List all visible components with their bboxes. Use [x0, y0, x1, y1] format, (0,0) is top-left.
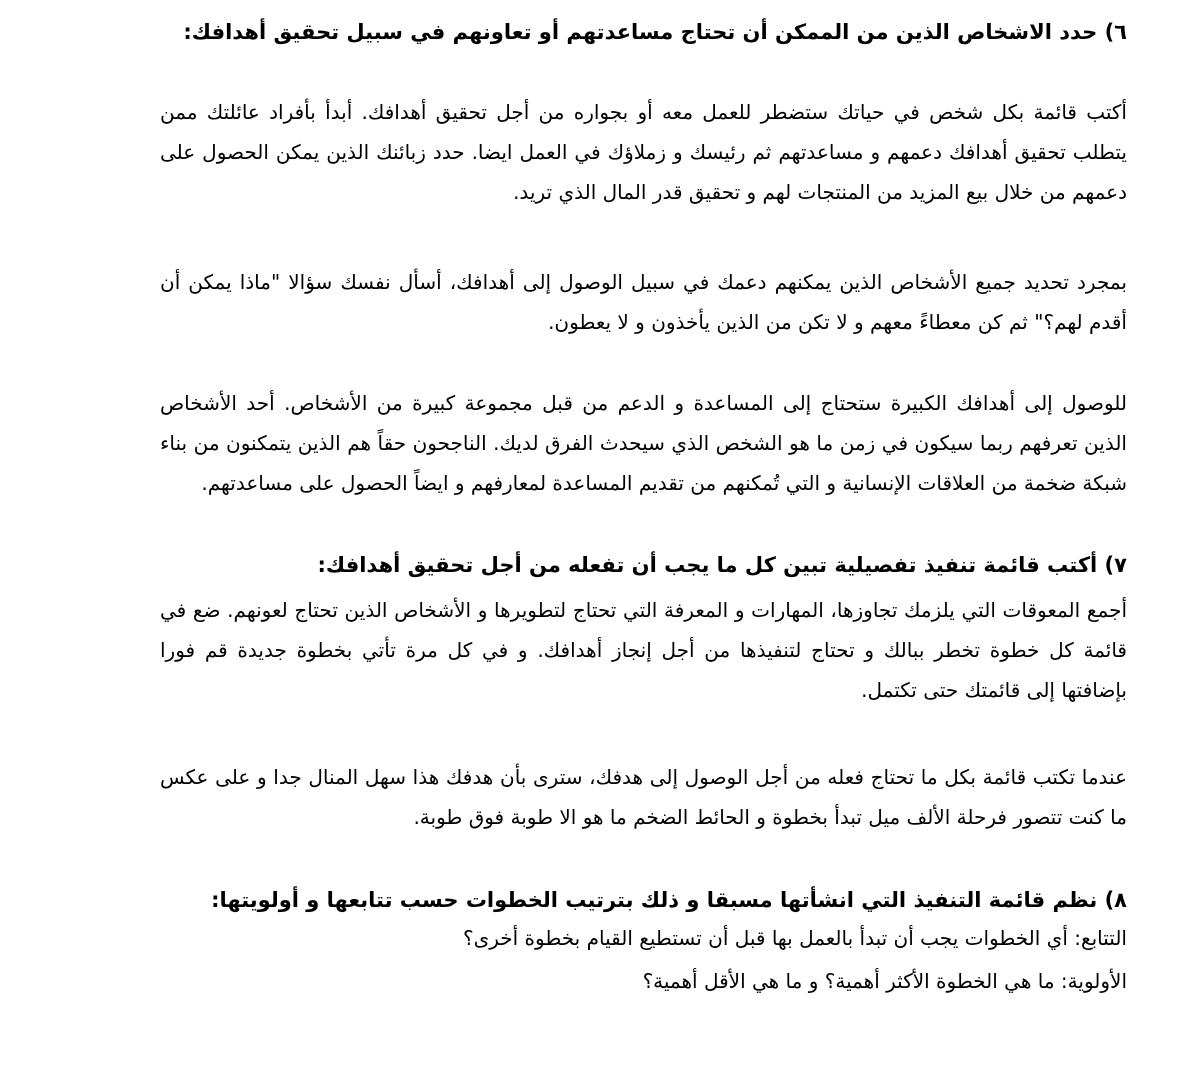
section-7-heading: ٧) أكتب قائمة تنفيذ تفصيلية تبين كل ما يجب أن تفعله من أجل تحقيق أهدافك: — [317, 553, 1127, 577]
section-8-sequence-line: التتابع: أي الخطوات يجب أن تبدأ بالعمل بها قبل أن تستطيع القيام بخطوة أخرى؟ — [462, 926, 1127, 950]
section-8-priority-line: الأولوية: ما هي الخطوة الأكثر أهمية؟ و ما هي الأقل أهمية؟ — [642, 969, 1127, 993]
section-7-paragraph-2: عندما تكتب قائمة بكل ما تحتاج فعله من أجل الوصول إلى هدفك، سترى بأن هدفك هذا سهل المنال جدا و على عكس ما كنت تتصور فرحلة الألف ميل تبدأ بخطوة و الحائط الضخم ما هو الا طوبة فوق طوبة. — [160, 765, 1127, 829]
section-8-heading: ٨) نظم قائمة التنفيذ التي انشأتها مسبقا و ذلك بترتيب الخطوات حسب تتابعها و أولويتها: — [211, 888, 1127, 912]
section-6-paragraph-1: أكتب قائمة بكل شخص في حياتك ستضطر للعمل معه أو بجواره من أجل تحقيق أهدافك. أبدأ بأفراد عائلتك ممن يتطلب تحقيق أهدافك دعمهم و مساعدتهم ثم رئيسك و زملاؤك في العمل ايضا. حدد زبائنك الذين يمكن الحصول على دعمهم من خلال بيع المزيد من المنتجات لهم و تحقيق قدر المال الذي تريد. — [160, 100, 1127, 204]
section-7-paragraph-1: أجمع المعوقات التي يلزمك تجاوزها، المهارات و المعرفة التي تحتاج لتطويرها و الأشخاص الذين تحتاج لعونهم. ضع في قائمة كل خطوة تخطر ببالك و تحتاج لتنفيذها من أجل إنجاز أهدافك. و في كل مرة تأتي بخطوة جديدة قم فورا بإضافتها إلى قائمتك حتى تكتمل. — [160, 598, 1127, 702]
section-6-paragraph-3: للوصول إلى أهدافك الكبيرة ستحتاج إلى المساعدة و الدعم من قبل مجموعة كبيرة من الأشخاص. أحد الأشخاص الذين تعرفهم ربما سيكون في زمن ما هو الشخص الذي سيحدث الفرق لديك. الناجحون حقاً هم الذين يتمكنون من بناء شبكة ضخمة من العلاقات الإنسانية و التي تُمكنهم من تقديم المساعدة لمعارفهم و ايضاً الحصول على مساعدتهم. — [160, 391, 1127, 495]
section-6-heading: ٦) حدد الاشخاص الذين من الممكن أن تحتاج مساعدتهم أو تعاونهم في سبيل تحقيق أهدافك: — [183, 20, 1127, 44]
section-6-paragraph-2: بمجرد تحديد جميع الأشخاص الذين يمكنهم دعمك في سبيل الوصول إلى أهدافك، أسأل نفسك سؤالا "ماذا يمكن أن أقدم لهم؟" ثم كن معطاءً معهم و لا تكن من الذين يأخذون و لا يعطون. — [160, 270, 1127, 334]
